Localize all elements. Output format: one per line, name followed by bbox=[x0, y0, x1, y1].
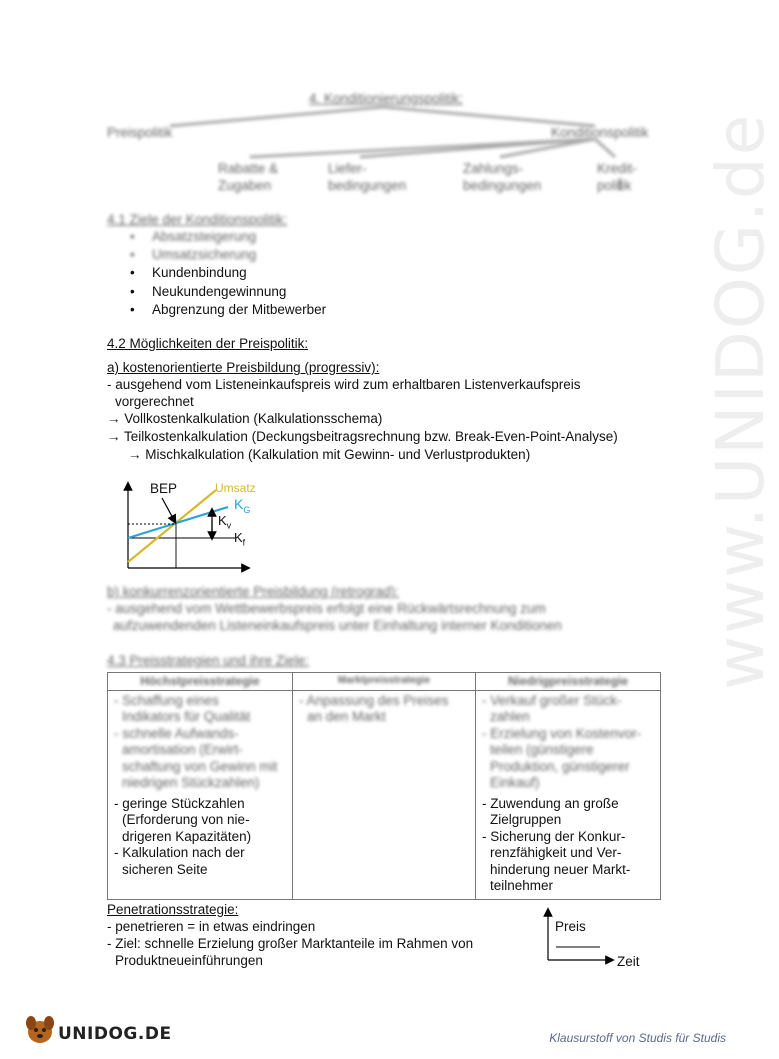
cell-clear-block bbox=[108, 796, 292, 883]
graph-y-label: Preis bbox=[555, 919, 586, 934]
diagram-node-kredit-2: politik bbox=[597, 178, 632, 193]
section-43-heading: 4.3 Preisstrategien und ihre Ziele: bbox=[107, 653, 309, 668]
total-cost-line bbox=[128, 507, 228, 538]
paragraph-line: - ausgehend vom Listeneinkaufspreis wird zum erhaltbaren Listenverkaufspreis bbox=[107, 377, 581, 392]
table-cell bbox=[108, 690, 293, 899]
diagram-node-rabatte: Rabatte & bbox=[218, 161, 279, 176]
paragraph-line: - penetrieren = in etwas eindringen bbox=[107, 919, 316, 934]
diagram-node-zahlung-2: bedingungen bbox=[463, 178, 542, 193]
cell-line: renzfähigkeit und Ver- bbox=[490, 845, 622, 860]
goals-list bbox=[128, 228, 326, 319]
table-header-row bbox=[108, 673, 661, 691]
diagram-title: 4. Konditionierungspolitik: bbox=[309, 91, 463, 106]
kg-label bbox=[234, 496, 250, 515]
cell-line: drigeren Kapazitäten) bbox=[122, 828, 252, 844]
list-item: • Abgrenzung der Mitbewerber bbox=[128, 301, 326, 319]
cell-line: Zielgruppen bbox=[490, 812, 562, 827]
bep-pointer bbox=[162, 498, 174, 520]
cell-line: Indikators für Qualität bbox=[122, 709, 251, 724]
cell-line: amortisation (Erwirt- bbox=[122, 742, 243, 757]
section-42b-heading: b) konkurrenzorientierte Preisbildung (retrograd): bbox=[107, 584, 399, 599]
diagram-node-liefer: Liefer- bbox=[328, 161, 367, 176]
paragraph-line: vorgerechnet bbox=[115, 394, 194, 409]
cell-clear-block bbox=[476, 796, 660, 899]
cell-line: sicheren Seite bbox=[122, 861, 208, 877]
table-row bbox=[108, 690, 661, 899]
list-item: • Neukundengewinnung bbox=[128, 283, 326, 301]
kv-label-main: K bbox=[218, 513, 227, 528]
cell-line: - Schaffung eines bbox=[114, 692, 219, 708]
cell-line: zahlen bbox=[490, 709, 530, 724]
umsatz-line bbox=[128, 490, 216, 562]
cell-line: teilnehmer bbox=[490, 878, 554, 893]
price-time-plot bbox=[540, 908, 620, 968]
cell-line: - Anpassung des Preises bbox=[299, 692, 449, 708]
diagram-node-konditionspolitik: Konditionspolitik bbox=[551, 125, 649, 140]
paragraph-line: → Mischkalkulation (Kalkulation mit Gewinn- und Verlustprodukten) bbox=[128, 447, 531, 462]
paragraph-line: - Ziel: schnelle Erzielung großer Marktanteile im Rahmen von bbox=[107, 936, 474, 951]
kg-label-sub: G bbox=[243, 504, 251, 515]
list-item: • Umsatzsicherung bbox=[128, 246, 326, 264]
cell-line: - Sicherung der Konkur- bbox=[482, 828, 626, 844]
table-header: Niedrigpreisstrategie bbox=[476, 673, 661, 691]
break-even-plot bbox=[118, 480, 268, 580]
list-item: • Kundenbindung bbox=[128, 264, 326, 282]
diagram-node-zahlung: Zahlungs- bbox=[463, 161, 524, 176]
cell-line: - schnelle Aufwands- bbox=[114, 725, 239, 741]
section-42a-heading: a) kostenorientierte Preisbildung (progressiv): bbox=[107, 360, 380, 375]
cell-line: - Zuwendung an große bbox=[482, 795, 619, 811]
cell-line: hinderung neuer Markt- bbox=[490, 861, 631, 877]
cell-line: niedrigen Stückzahlen) bbox=[122, 775, 260, 790]
kg-label-main: K bbox=[234, 496, 244, 512]
cell-line: schaftung von Gewinn mit bbox=[122, 758, 278, 774]
cell-line: Einkauf) bbox=[490, 775, 540, 790]
strategy-table bbox=[107, 672, 661, 900]
cell-line: (Erforderung von nie- bbox=[122, 812, 250, 827]
table-header: Marktpreisstrategie bbox=[293, 673, 476, 691]
kf-label bbox=[234, 530, 245, 548]
diagram-node-preispolitik: Preispolitik bbox=[107, 125, 173, 140]
section-42-heading: 4.2 Möglichkeiten der Preispolitik: bbox=[107, 336, 309, 351]
paragraph-line: Produktneueinführungen bbox=[115, 953, 263, 968]
table-header: Höchstpreisstrategie bbox=[108, 673, 293, 691]
kf-label-sub: f bbox=[242, 537, 246, 548]
umsatz-label: Umsatz bbox=[215, 481, 256, 495]
paragraph-line: → Teilkostenkalkulation (Deckungsbeitragsrechnung bzw. Break-Even-Point-Analyse) bbox=[107, 429, 618, 444]
cell-line: - Verkauf großer Stück- bbox=[482, 692, 622, 708]
cell-line: - Kalkulation nach der bbox=[114, 845, 245, 860]
table-cell bbox=[293, 690, 476, 899]
logo-text: UNIDOG.DE bbox=[58, 1024, 172, 1044]
cell-blur-block bbox=[108, 691, 292, 796]
cell-line: - geringe Stückzahlen bbox=[114, 795, 245, 811]
graph-x-label: Zeit bbox=[617, 954, 640, 969]
penetration-heading: Penetrationsstrategie: bbox=[107, 902, 239, 917]
cell-line: Produktion, günstigerer bbox=[490, 758, 630, 774]
paragraph-line: aufzuwendenden Listeneinkaufspreis unter Einhaltung interner Konditionen bbox=[113, 618, 562, 633]
cell-line: an den Markt bbox=[307, 709, 386, 724]
paragraph-line: - ausgehend vom Wettbewerbspreis erfolgt eine Rückwärtsrechnung zum bbox=[107, 601, 546, 616]
cell-blur-block bbox=[293, 691, 475, 730]
watermark: www.UNIDOG.de bbox=[702, 112, 779, 690]
table-cell bbox=[476, 690, 661, 899]
dog-logo-icon bbox=[22, 1012, 58, 1046]
cell-line: teilen (günstigere bbox=[490, 742, 594, 757]
diagram-node-rabatte-2: Zugaben bbox=[218, 178, 272, 193]
diagram-node-kredit: Kredit- bbox=[597, 161, 637, 176]
kv-label bbox=[218, 513, 231, 531]
bep-label: BEP bbox=[150, 481, 178, 496]
kv-label-sub: v bbox=[226, 520, 232, 531]
section-41-heading: 4.1 Ziele der Konditionspolitik: bbox=[107, 212, 288, 227]
cell-blur-block bbox=[476, 691, 660, 796]
diagram-node-liefer-2: bedingungen bbox=[328, 178, 407, 193]
kf-label-main: K bbox=[234, 530, 243, 545]
cell-line: - Erzielung von Kostenvor- bbox=[482, 725, 642, 741]
paragraph-line: → Vollkostenkalkulation (Kalkulationsschema) bbox=[107, 411, 383, 426]
list-item: • Absatzsteigerung bbox=[128, 228, 326, 246]
footer-tagline: Klausurstoff von Studis für Studis bbox=[549, 1031, 726, 1045]
